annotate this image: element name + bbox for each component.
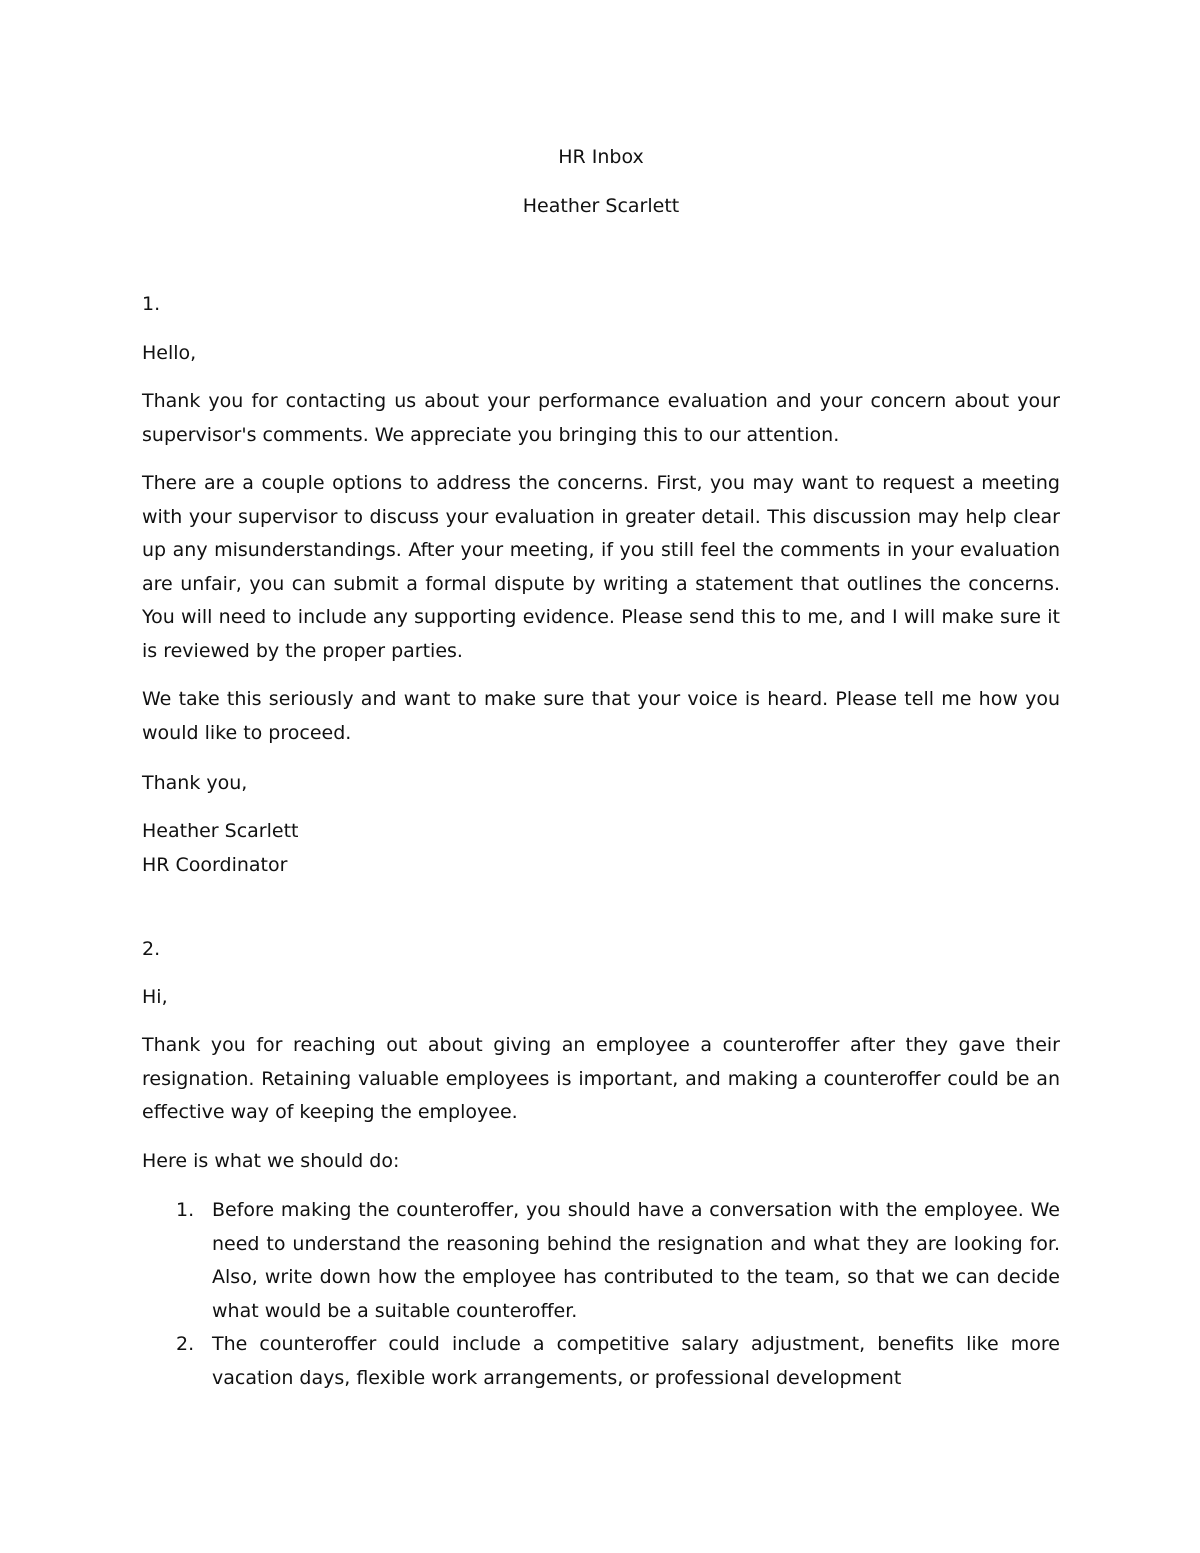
- list-item-text: Before making the counteroffer, you should have a conversation with the employee. We need to understand the reasoning behind the resignation and what they are looking for. Also, write down how the employee has contributed to the team, so that we can decide what would be a suitable counteroffer.: [212, 1199, 1060, 1322]
- email-1-number: 1.: [142, 293, 161, 315]
- email-1-paragraph-3: We take this seriously and want to make sure that your voice is heard. Please tell me how you would like to proceed.: [142, 688, 1060, 744]
- email-2-paragraph-2: Here is what we should do:: [142, 1150, 400, 1172]
- email-1-closing: Thank you,: [142, 772, 248, 794]
- list-item-number: 2.: [176, 1333, 195, 1355]
- document-author: Heather Scarlett: [522, 195, 680, 217]
- email-1-paragraph-1: Thank you for contacting us about your performance evaluation and your concern about your supervisor's comments. We appreciate you bringing this to our attention.: [142, 390, 1060, 446]
- document-title: HR Inbox: [558, 146, 644, 168]
- email-1-signature-title: HR Coordinator: [142, 854, 288, 876]
- list-item: [142, 1328, 1060, 1395]
- list-item-number: 1.: [176, 1199, 195, 1221]
- email-2-steps-list: [142, 1194, 1060, 1395]
- list-item: [142, 1194, 1060, 1328]
- email-1-signature-name: Heather Scarlett: [142, 820, 299, 842]
- email-2-paragraph-1: Thank you for reaching out about giving an employee a counteroffer after they gave their resignation. Retaining valuable employees is important, and making a counteroffer could be an effective way of keeping the employee.: [142, 1034, 1060, 1123]
- email-2-number: 2.: [142, 938, 161, 960]
- document-page: [142, 0, 1060, 1553]
- email-1-greeting: Hello,: [142, 342, 197, 364]
- email-2-greeting: Hi,: [142, 986, 168, 1008]
- list-item-text: The counteroffer could include a competitive salary adjustment, benefits like more vacation days, flexible work arrangements, or professional development: [212, 1333, 1060, 1389]
- email-1-paragraph-2: There are a couple options to address the concerns. First, you may want to request a meeting with your supervisor to discuss your evaluation in greater detail. This discussion may help clear up any misunderstandings. After your meeting, if you still feel the comments in your evaluation are unfair, you can submit a formal dispute by writing a statement that outlines the concerns. You will need to include any supporting evidence. Please send this to me, and I will make sure it is reviewed by the proper parties.: [142, 472, 1060, 662]
